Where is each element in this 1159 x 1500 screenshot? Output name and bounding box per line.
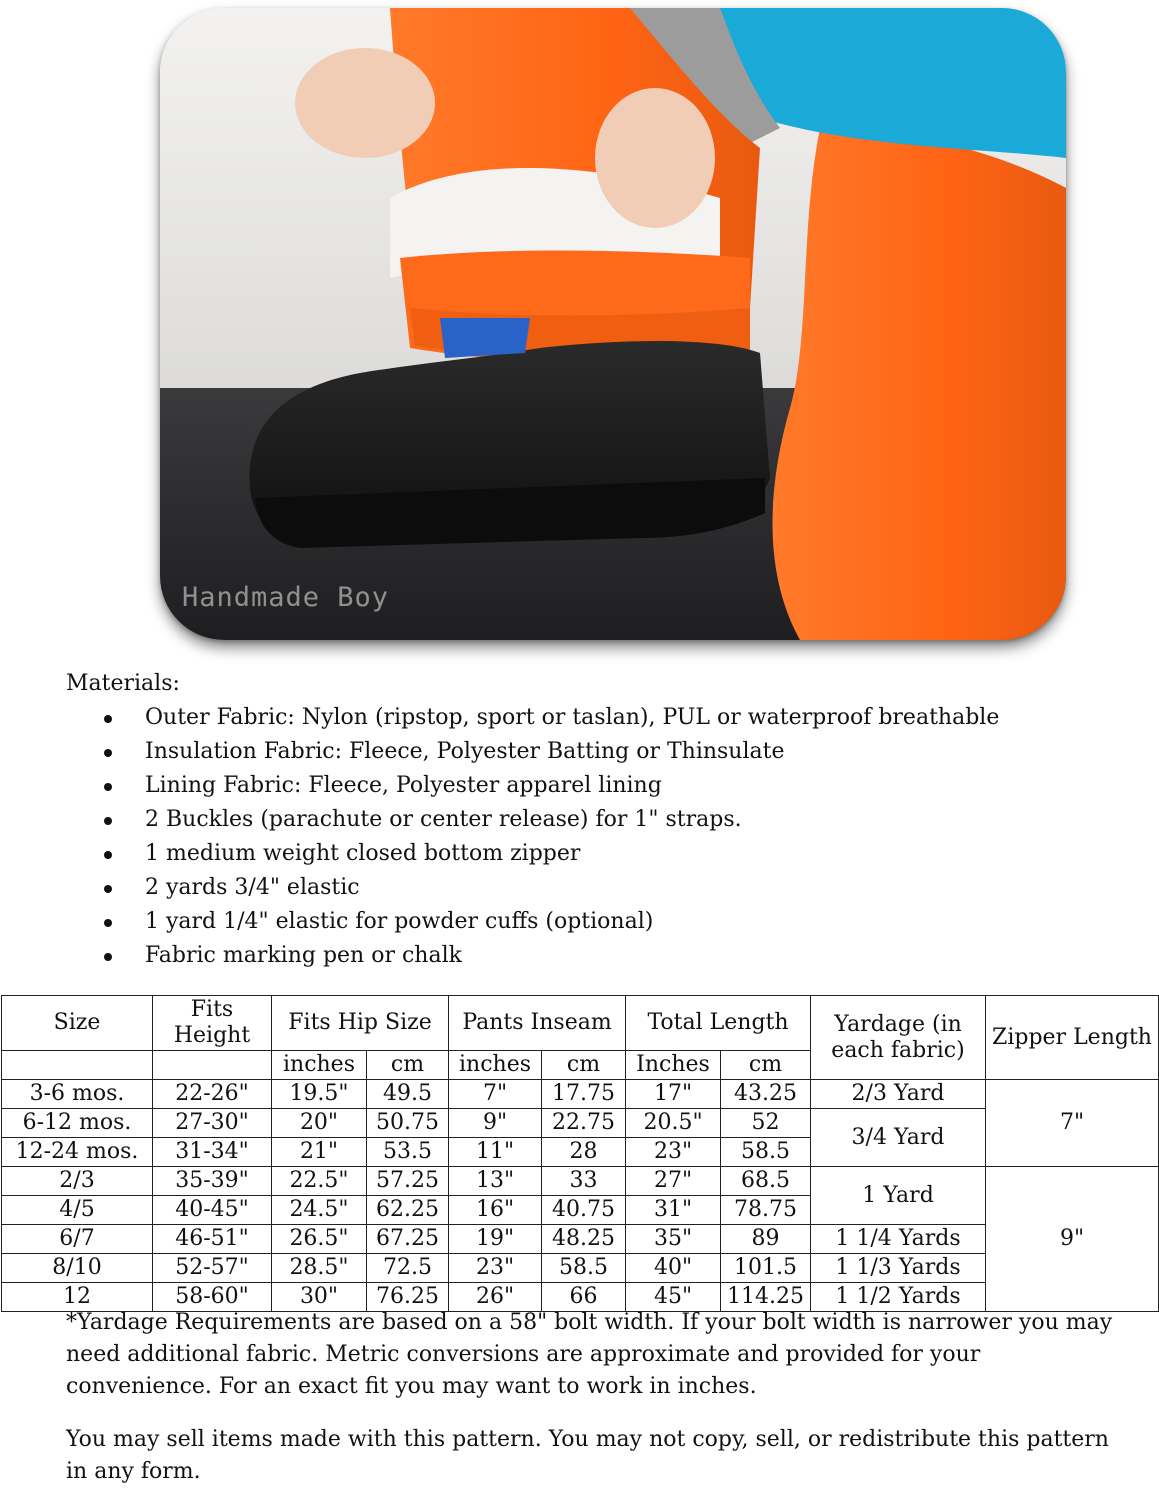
cell-size: 8/10 xyxy=(2,1254,153,1283)
cell-inseam-inches: 16" xyxy=(449,1196,542,1225)
cell-zipper: 9" xyxy=(986,1167,1159,1312)
cell-size: 6/7 xyxy=(2,1225,153,1254)
cell-length-cm: 43.25 xyxy=(721,1080,811,1109)
cell-hip-cm: 57.25 xyxy=(367,1167,449,1196)
header-inseam: Pants Inseam xyxy=(449,996,626,1051)
cell-inseam-inches: 19" xyxy=(449,1225,542,1254)
list-item: 1 yard 1/4" elastic for powder cuffs (optional) xyxy=(0,905,999,939)
list-item: Fabric marking pen or chalk xyxy=(0,939,999,973)
cell-inseam-cm: 66 xyxy=(542,1283,626,1312)
cell-zipper: 7" xyxy=(986,1080,1159,1167)
cell-hip-inches: 28.5" xyxy=(272,1254,367,1283)
list-item: Insulation Fabric: Fleece, Polyester Batting or Thinsulate xyxy=(0,735,999,769)
cell-inseam-cm: 48.25 xyxy=(542,1225,626,1254)
cell-hip-cm: 76.25 xyxy=(367,1283,449,1312)
yardage-footnote: *Yardage Requirements are based on a 58" bolt width. If your bolt width is narrower you may need additional fabric. Metric conversions are approximate and provided for your convenience. For an exact fit you may want to work in inches. xyxy=(66,1310,1113,1399)
license-note: You may sell items made with this pattern. You may not copy, sell, or redistribute this pattern in any form. xyxy=(66,1427,1109,1484)
table-row xyxy=(2,1109,1159,1138)
cell-height: 35-39" xyxy=(153,1167,272,1196)
header-length: Total Length xyxy=(626,996,811,1051)
subheader-inseam-cm: cm xyxy=(542,1051,626,1080)
empty-cell xyxy=(153,1051,272,1080)
cell-height: 52-57" xyxy=(153,1254,272,1283)
list-item: Outer Fabric: Nylon (ripstop, sport or taslan), PUL or waterproof breathable xyxy=(0,701,999,735)
subheader-hip-cm: cm xyxy=(367,1051,449,1080)
size-chart-table xyxy=(1,995,1159,1312)
cell-yardage: 2/3 Yard xyxy=(811,1080,986,1109)
cell-yardage: 1 Yard xyxy=(811,1167,986,1225)
cell-height: 40-45" xyxy=(153,1196,272,1225)
table-row xyxy=(2,1167,1159,1196)
cell-length-inches: 17" xyxy=(626,1080,721,1109)
table-row xyxy=(2,1225,1159,1254)
empty-cell xyxy=(2,1051,153,1080)
cell-inseam-inches: 26" xyxy=(449,1283,542,1312)
cell-hip-inches: 30" xyxy=(272,1283,367,1312)
cell-yardage: 1 1/4 Yards xyxy=(811,1225,986,1254)
cell-hip-cm: 50.75 xyxy=(367,1109,449,1138)
cell-hip-cm: 53.5 xyxy=(367,1138,449,1167)
cell-size: 12 xyxy=(2,1283,153,1312)
cell-hip-inches: 20" xyxy=(272,1109,367,1138)
cell-inseam-inches: 13" xyxy=(449,1167,542,1196)
cell-height: 46-51" xyxy=(153,1225,272,1254)
cell-hip-inches: 21" xyxy=(272,1138,367,1167)
cell-yardage: 3/4 Yard xyxy=(811,1109,986,1167)
cell-size: 4/5 xyxy=(2,1196,153,1225)
subheader-length-inches: Inches xyxy=(626,1051,721,1080)
cell-hip-inches: 26.5" xyxy=(272,1225,367,1254)
cell-yardage: 1 1/3 Yards xyxy=(811,1254,986,1283)
product-photo xyxy=(160,8,1066,640)
cell-length-cm: 89 xyxy=(721,1225,811,1254)
cell-size: 12-24 mos. xyxy=(2,1138,153,1167)
header-yardage: Yardage (in each fabric) xyxy=(811,996,986,1080)
cell-length-cm: 52 xyxy=(721,1109,811,1138)
cell-hip-inches: 19.5" xyxy=(272,1080,367,1109)
cell-length-inches: 23" xyxy=(626,1138,721,1167)
list-item: 2 Buckles (parachute or center release) for 1" straps. xyxy=(0,803,999,837)
table-row xyxy=(2,1080,1159,1109)
cell-size: 3-6 mos. xyxy=(2,1080,153,1109)
cell-hip-cm: 49.5 xyxy=(367,1080,449,1109)
cell-hip-cm: 72.5 xyxy=(367,1254,449,1283)
cell-inseam-cm: 33 xyxy=(542,1167,626,1196)
materials-heading: Materials: xyxy=(66,671,180,696)
cell-inseam-inches: 11" xyxy=(449,1138,542,1167)
cell-inseam-cm: 40.75 xyxy=(542,1196,626,1225)
cell-length-cm: 58.5 xyxy=(721,1138,811,1167)
photo-watermark: Handmade Boy xyxy=(182,582,390,613)
cell-inseam-cm: 58.5 xyxy=(542,1254,626,1283)
cell-length-inches: 45" xyxy=(626,1283,721,1312)
list-item: 1 medium weight closed bottom zipper xyxy=(0,837,999,871)
table-row xyxy=(2,1254,1159,1283)
cell-inseam-cm: 22.75 xyxy=(542,1109,626,1138)
list-item: 2 yards 3/4" elastic xyxy=(0,871,999,905)
cell-yardage: 1 1/2 Yards xyxy=(811,1283,986,1312)
cell-inseam-inches: 7" xyxy=(449,1080,542,1109)
cell-height: 31-34" xyxy=(153,1138,272,1167)
subheader-length-cm: cm xyxy=(721,1051,811,1080)
snow-pants-photo-illustration xyxy=(160,8,1066,640)
cell-hip-inches: 22.5" xyxy=(272,1167,367,1196)
cell-length-cm: 101.5 xyxy=(721,1254,811,1283)
cell-length-inches: 27" xyxy=(626,1167,721,1196)
cell-length-cm: 78.75 xyxy=(721,1196,811,1225)
cell-length-inches: 20.5" xyxy=(626,1109,721,1138)
materials-list xyxy=(0,701,999,973)
cell-height: 27-30" xyxy=(153,1109,272,1138)
subheader-hip-inches: inches xyxy=(272,1051,367,1080)
cell-size: 2/3 xyxy=(2,1167,153,1196)
cell-inseam-inches: 23" xyxy=(449,1254,542,1283)
cell-inseam-cm: 17.75 xyxy=(542,1080,626,1109)
cell-hip-cm: 62.25 xyxy=(367,1196,449,1225)
cell-height: 22-26" xyxy=(153,1080,272,1109)
header-size: Size xyxy=(2,996,153,1051)
cell-height: 58-60" xyxy=(153,1283,272,1312)
header-height: Fits Height xyxy=(153,996,272,1051)
cell-length-inches: 40" xyxy=(626,1254,721,1283)
subheader-inseam-inches: inches xyxy=(449,1051,542,1080)
header-zipper: Zipper Length xyxy=(986,996,1159,1080)
cell-inseam-inches: 9" xyxy=(449,1109,542,1138)
cell-length-cm: 68.5 xyxy=(721,1167,811,1196)
cell-inseam-cm: 28 xyxy=(542,1138,626,1167)
cell-length-cm: 114.25 xyxy=(721,1283,811,1312)
cell-length-inches: 31" xyxy=(626,1196,721,1225)
cell-hip-cm: 67.25 xyxy=(367,1225,449,1254)
header-hip: Fits Hip Size xyxy=(272,996,449,1051)
cell-length-inches: 35" xyxy=(626,1225,721,1254)
cell-size: 6-12 mos. xyxy=(2,1109,153,1138)
cell-hip-inches: 24.5" xyxy=(272,1196,367,1225)
table-header-row xyxy=(2,996,1159,1051)
list-item: Lining Fabric: Fleece, Polyester apparel lining xyxy=(0,769,999,803)
